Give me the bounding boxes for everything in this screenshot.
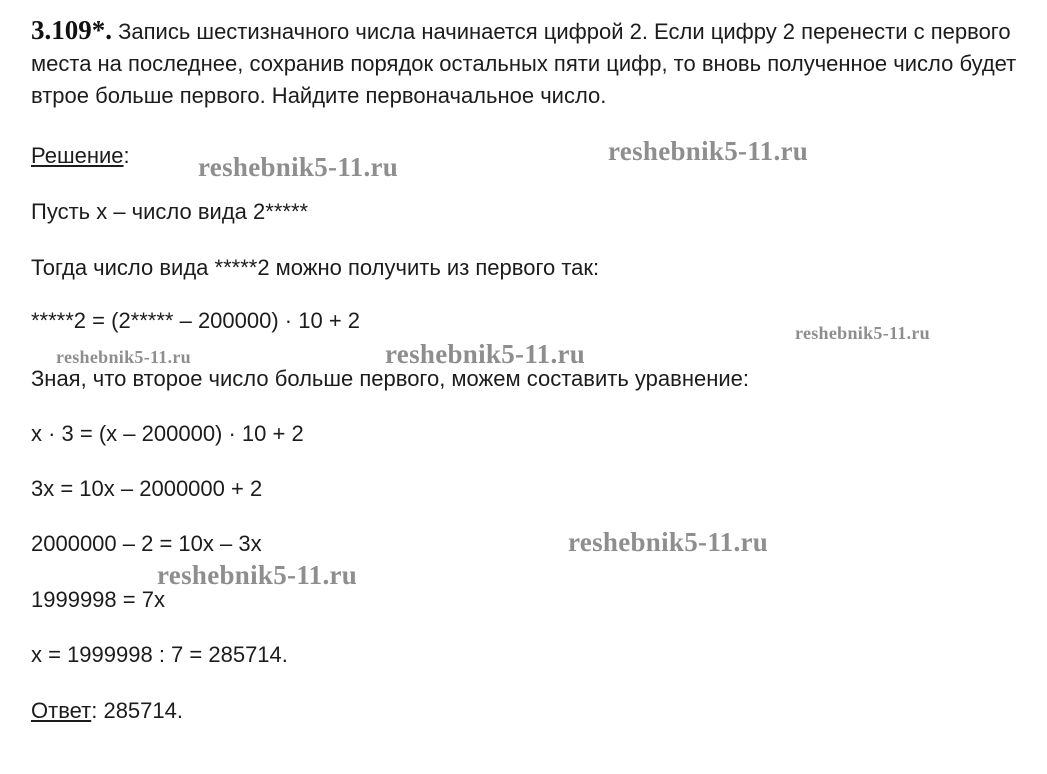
- solution-step: 2000000 – 2 = 10x – 3x: [31, 531, 262, 556]
- watermark: reshebnik5-11.ru: [198, 152, 399, 182]
- problem-text: Запись шестизначного числа начинается цифрой 2. Если цифру 2 перенести с первого места на последнее, сохранив порядок остальных пяти цифр, то вновь полученное число будет втрое больше первого. Найдите первоначальное число.: [31, 19, 1017, 108]
- solution-step: Пусть x – число вида 2*****: [31, 199, 309, 224]
- watermark: reshebnik5-11.ru: [795, 323, 930, 343]
- answer-line: [31, 696, 183, 726]
- problem-number: 3.109*.: [31, 15, 112, 45]
- watermark: reshebnik5-11.ru: [608, 136, 809, 166]
- watermark: reshebnik5-11.ru: [157, 560, 358, 590]
- watermark: reshebnik5-11.ru: [56, 347, 191, 367]
- problem-statement: [31, 14, 1026, 112]
- watermark: reshebnik5-11.ru: [385, 339, 586, 369]
- solution-step: x = 1999998 : 7 = 285714.: [31, 642, 288, 667]
- solution-label-colon: :: [123, 143, 130, 168]
- solution-step: 3x = 10x – 2000000 + 2: [31, 476, 263, 501]
- watermark: reshebnik5-11.ru: [568, 527, 769, 557]
- solution-step: *****2 = (2***** – 200000) · 10 + 2: [31, 308, 361, 333]
- solution-step: Зная, что второе число больше первого, можем составить уравнение:: [31, 366, 749, 391]
- solution-step: 1999998 = 7x: [31, 587, 165, 612]
- solution-step: x · 3 = (x – 200000) · 10 + 2: [31, 421, 304, 446]
- solution-label: Решение: [31, 143, 124, 168]
- solution-step: Тогда число вида *****2 можно получить из первого так:: [31, 255, 600, 280]
- answer-value: 285714.: [97, 698, 183, 723]
- answer-label-colon: :: [91, 698, 98, 723]
- solution-heading: [31, 141, 130, 171]
- answer-label: Ответ: [31, 698, 92, 723]
